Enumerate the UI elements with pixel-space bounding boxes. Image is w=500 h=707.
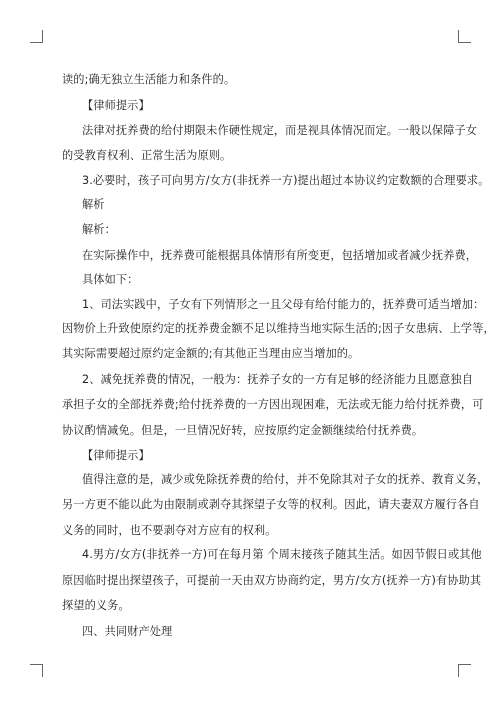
crop-mark-top-left <box>30 30 43 43</box>
crop-mark-bottom-right <box>458 664 471 677</box>
practice-point-1: 1、司法实践中，子女有下列情形之一且父母有给付能力的，抚养费可适当增加： <box>82 298 485 311</box>
body-line-4: 的受教育权利、正常生活为原则。 <box>62 149 232 162</box>
body-line-1: 读的;确无独立生活能力和条件的。 <box>62 73 236 86</box>
lawyer-tip-heading-2: 【律师提示】 <box>82 449 150 462</box>
body-line-18: 另一方更不能以此为由限制或剥夺其探望子女等的权利。因此，请夫妻双方履行各自 <box>62 498 480 511</box>
body-line-8: 在实际操作中，抚养费可能根据具体情形有所变更，包括增加或者减少抚养费， <box>82 249 478 262</box>
body-line-12: 其实际需要超过原约定金额的;有其他正当理由应当增加的。 <box>62 347 360 360</box>
crop-mark-bottom-left <box>30 664 43 677</box>
clause-3: 3.必要时，孩子可向男方/女方(非抚养一方)提出超过本协议约定数额的合理要求。 <box>82 174 490 187</box>
analysis-label: 解析： <box>82 223 116 236</box>
clause-4: 4.男方/女方(非抚养一方)可在每月第 个周末接孩子随其生活。如因节假日或其他 <box>82 548 482 561</box>
body-line-15: 协议酌情减免。但是，一旦情况好转，应按原约定金额继续给付抚养费。 <box>62 424 424 437</box>
crop-mark-top-right <box>458 30 471 43</box>
body-line-22: 探望的义务。 <box>62 599 130 612</box>
body-line-19: 义务的同时，也不要剥夺对方应有的权利。 <box>62 524 277 537</box>
body-line-11: 因物价上升致使原约定的抚养费金额不足以维持当地实际生活的;因子女患病、上学等， <box>62 322 495 335</box>
body-line-21: 原因临时提出探望孩子，可提前一天由双方协商约定，男方/女方(抚养一方)有协助其 <box>62 574 482 587</box>
body-line-3: 法律对抚养费的给付期限未作硬性规定，而是视具体情况而定。一般以保障子女 <box>82 124 478 137</box>
section-heading-property: 四、共同财产处理 <box>82 625 173 638</box>
body-line-9: 具体如下： <box>82 273 139 286</box>
analysis-heading: 解析 <box>82 198 105 211</box>
body-line-14: 承担子女的全部抚养费;给付抚养费的一方因出现困难，无法或无能力给付抚养费，可 <box>62 398 484 411</box>
lawyer-tip-heading-1: 【律师提示】 <box>82 99 150 112</box>
practice-point-2: 2、减免抚养费的情况，一般为：抚养子女的一方有足够的经济能力且愿意独自 <box>82 373 473 386</box>
body-line-17: 值得注意的是，减少或免除抚养费的给付，并不免除其对子女的抚养、教育义务， <box>82 473 489 486</box>
